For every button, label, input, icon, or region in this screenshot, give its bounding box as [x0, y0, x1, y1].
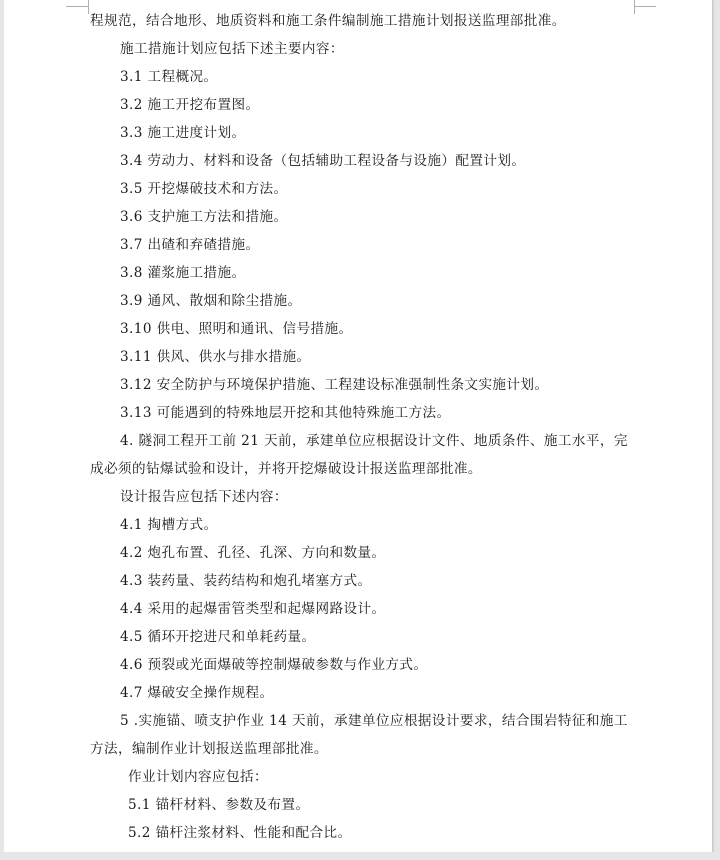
list-item: 3.13 可能遇到的特殊地层开挖和其他特殊施工方法。 — [120, 405, 451, 421]
list-item: 5.2 锚杆注浆材料、性能和配合比。 — [128, 825, 352, 841]
crop-mark — [634, 0, 635, 14]
list-item: 3.6 支护施工方法和措施。 — [120, 209, 288, 225]
list-item: 3.10 供电、照明和通讯、信号措施。 — [120, 321, 353, 337]
list-item: 3.2 施工开挖布置图。 — [120, 97, 260, 113]
text-line: 作业计划内容应包括： — [128, 769, 268, 785]
list-item: 3.3 施工进度计划。 — [120, 125, 246, 141]
list-item: 4.6 预裂或光面爆破等控制爆破参数与作业方式。 — [120, 657, 428, 673]
list-item: 4.2 炮孔布置、孔径、孔深、方向和数量。 — [120, 545, 386, 561]
crop-mark — [88, 0, 89, 14]
list-item: 3.5 开挖爆破技术和方法。 — [120, 181, 288, 197]
list-item: 3.8 灌浆施工措施。 — [120, 265, 246, 281]
list-item: 4.5 循环开挖进尺和单耗药量。 — [120, 629, 316, 645]
list-item: 3.4 劳动力、材料和设备（包括辅助工程设备与设施）配置计划。 — [120, 153, 526, 169]
list-item: 4.3 装药量、装药结构和炮孔堵塞方式。 — [120, 573, 372, 589]
list-item: 3.11 供风、供水与排水措施。 — [120, 349, 311, 365]
list-item: 4.7 爆破安全操作规程。 — [120, 685, 274, 701]
paragraph-line: 成必须的钻爆试验和设计，并将开挖爆破设计报送监理部批准。 — [90, 461, 482, 477]
paragraph-line: 方法，编制作业计划报送监理部批准。 — [90, 741, 328, 757]
list-item: 5.1 锚杆材料、参数及布置。 — [128, 797, 310, 813]
list-item: 3.7 出碴和弃碴措施。 — [120, 237, 260, 253]
paragraph-line: 4. 隧洞工程开工前 21 天前，承建单位应根据设计文件、地质条件、施工水平，完 — [120, 433, 628, 449]
text-line: 程规范，结合地形、地质资料和施工条件编制施工措施计划报送监理部批准。 — [90, 13, 566, 29]
list-item: 3.9 通风、散烟和除尘措施。 — [120, 293, 302, 309]
paragraph-line: 5 .实施锚、喷支护作业 14 天前，承建单位应根据设计要求，结合围岩特征和施工 — [120, 713, 628, 729]
list-item: 3.12 安全防护与环境保护措施、工程建设标准强制性条文实施计划。 — [120, 377, 549, 393]
list-item: 3.1 工程概况。 — [120, 69, 218, 85]
crop-mark — [634, 6, 656, 7]
list-item: 4.4 采用的起爆雷管类型和起爆网路设计。 — [120, 601, 386, 617]
text-line: 施工措施计划应包括下述主要内容： — [120, 41, 344, 57]
document-page — [4, 0, 713, 853]
crop-mark — [66, 6, 88, 7]
text-line: 设计报告应包括下述内容： — [120, 489, 288, 505]
list-item: 4.1 掏槽方式。 — [120, 517, 218, 533]
page-gap — [0, 852, 720, 860]
